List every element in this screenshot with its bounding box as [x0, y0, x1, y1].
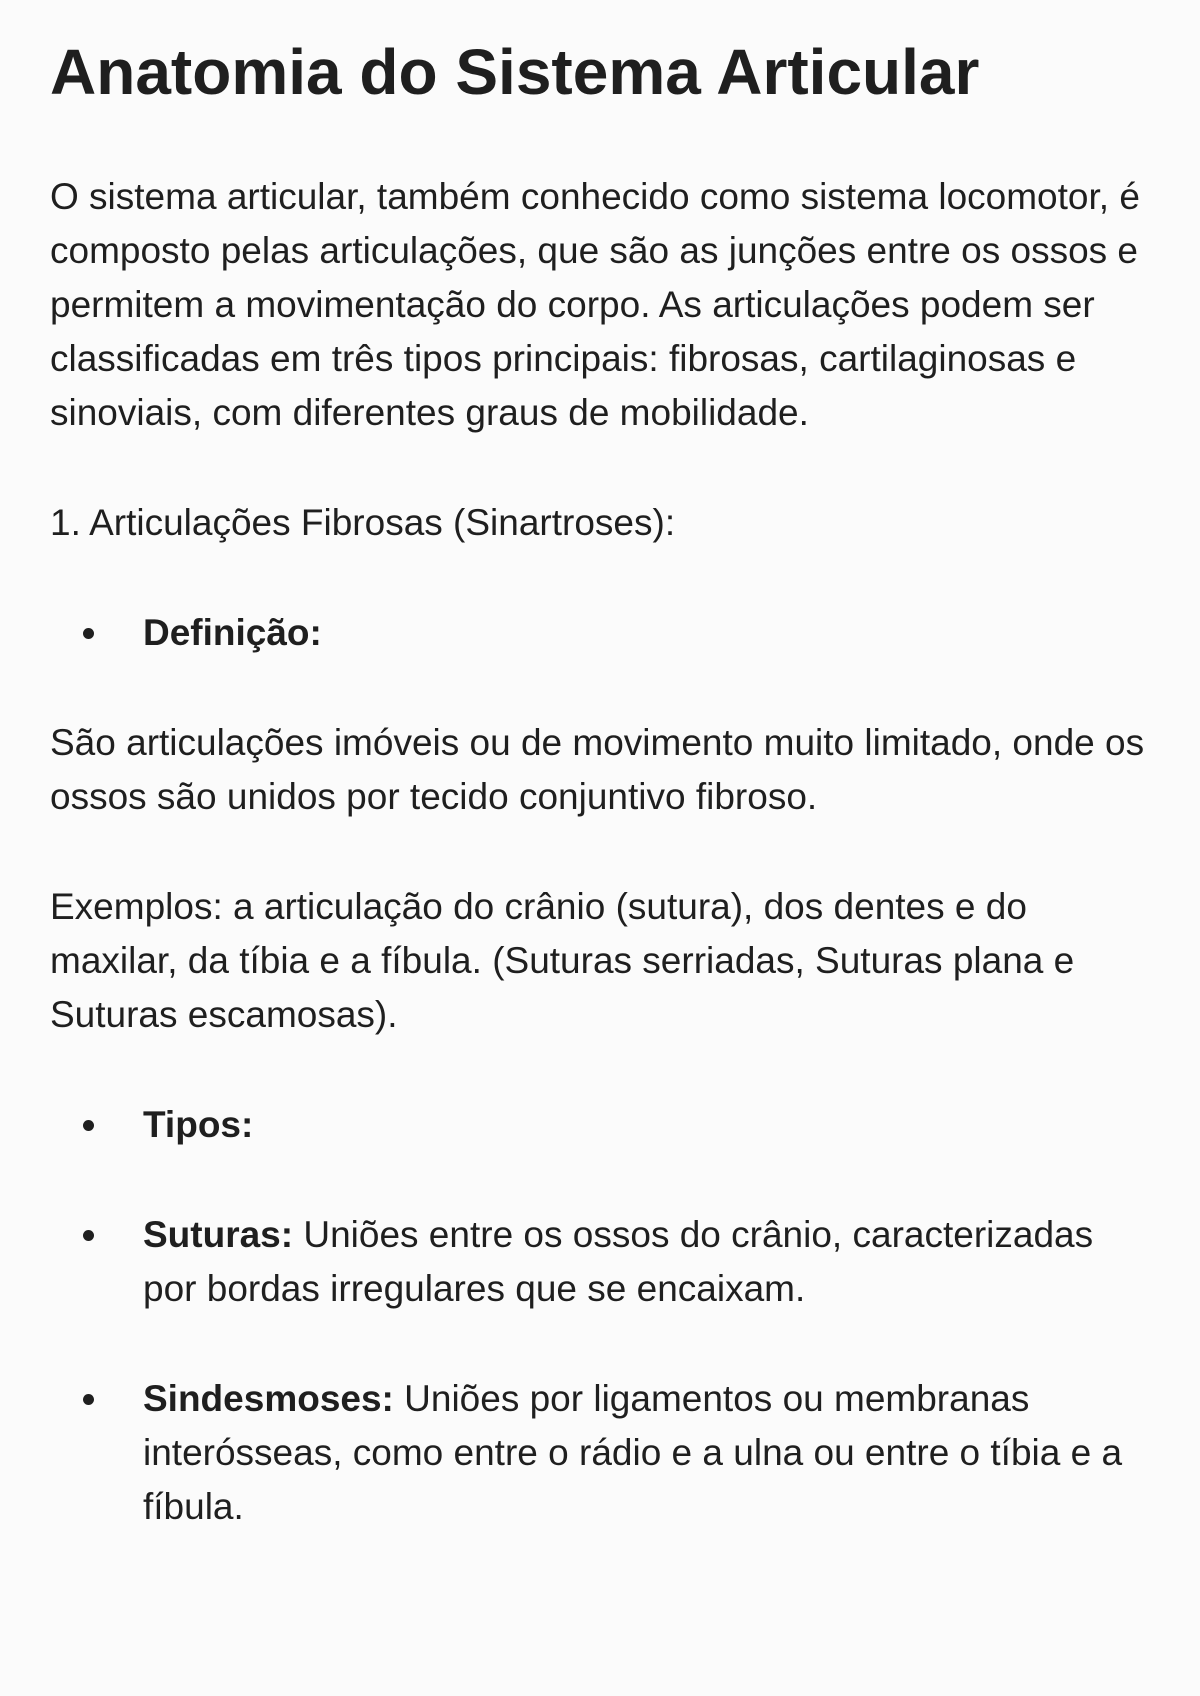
list-item-label: Definição:: [143, 612, 322, 653]
list-item-label: Suturas:: [143, 1214, 294, 1255]
page-title: Anatomia do Sistema Articular: [50, 36, 980, 108]
paragraph: São articulações imóveis ou de movimento muito limitado, onde os ossos são unidos por tecido conjuntivo fibroso.: [50, 722, 1145, 817]
paragraph: O sistema articular, também conhecido como sistema locomotor, é composto pelas articulações, que são as junções entre os ossos e permitem a movimentação do corpo. As articulações podem ser classificadas em três tipos principais: fibrosas, cartilaginosas e sinoviais, com diferentes graus de mobilidade.: [50, 176, 1140, 433]
bullet-icon: [83, 1230, 94, 1241]
bullet-icon: [83, 1120, 94, 1131]
paragraph: 1. Articulações Fibrosas (Sinartroses):: [50, 502, 676, 543]
list-item-label: Sindesmoses:: [143, 1378, 394, 1419]
list-item-text: Uniões por ligamentos ou membranas interósseas, como entre o rádio e a ulna ou entre o tíbia e a fíbula.: [143, 1378, 1123, 1527]
list-item-label: Tipos:: [143, 1104, 254, 1145]
list-item: [50, 1372, 1150, 1534]
list-item: [50, 606, 1150, 660]
document-body: [50, 170, 1150, 1534]
paragraph: Exemplos: a articulação do crânio (sutura), dos dentes e do maxilar, da tíbia e a fíbula. (Suturas serriadas, Suturas plana e Suturas escamosas).: [50, 886, 1075, 1035]
list-item: [50, 1208, 1150, 1316]
list-item: [50, 1098, 1150, 1152]
bullet-icon: [83, 628, 94, 639]
list-item-text: Uniões entre os ossos do crânio, caracterizadas por bordas irregulares que se encaixam.: [143, 1214, 1094, 1309]
bullet-icon: [83, 1394, 94, 1405]
